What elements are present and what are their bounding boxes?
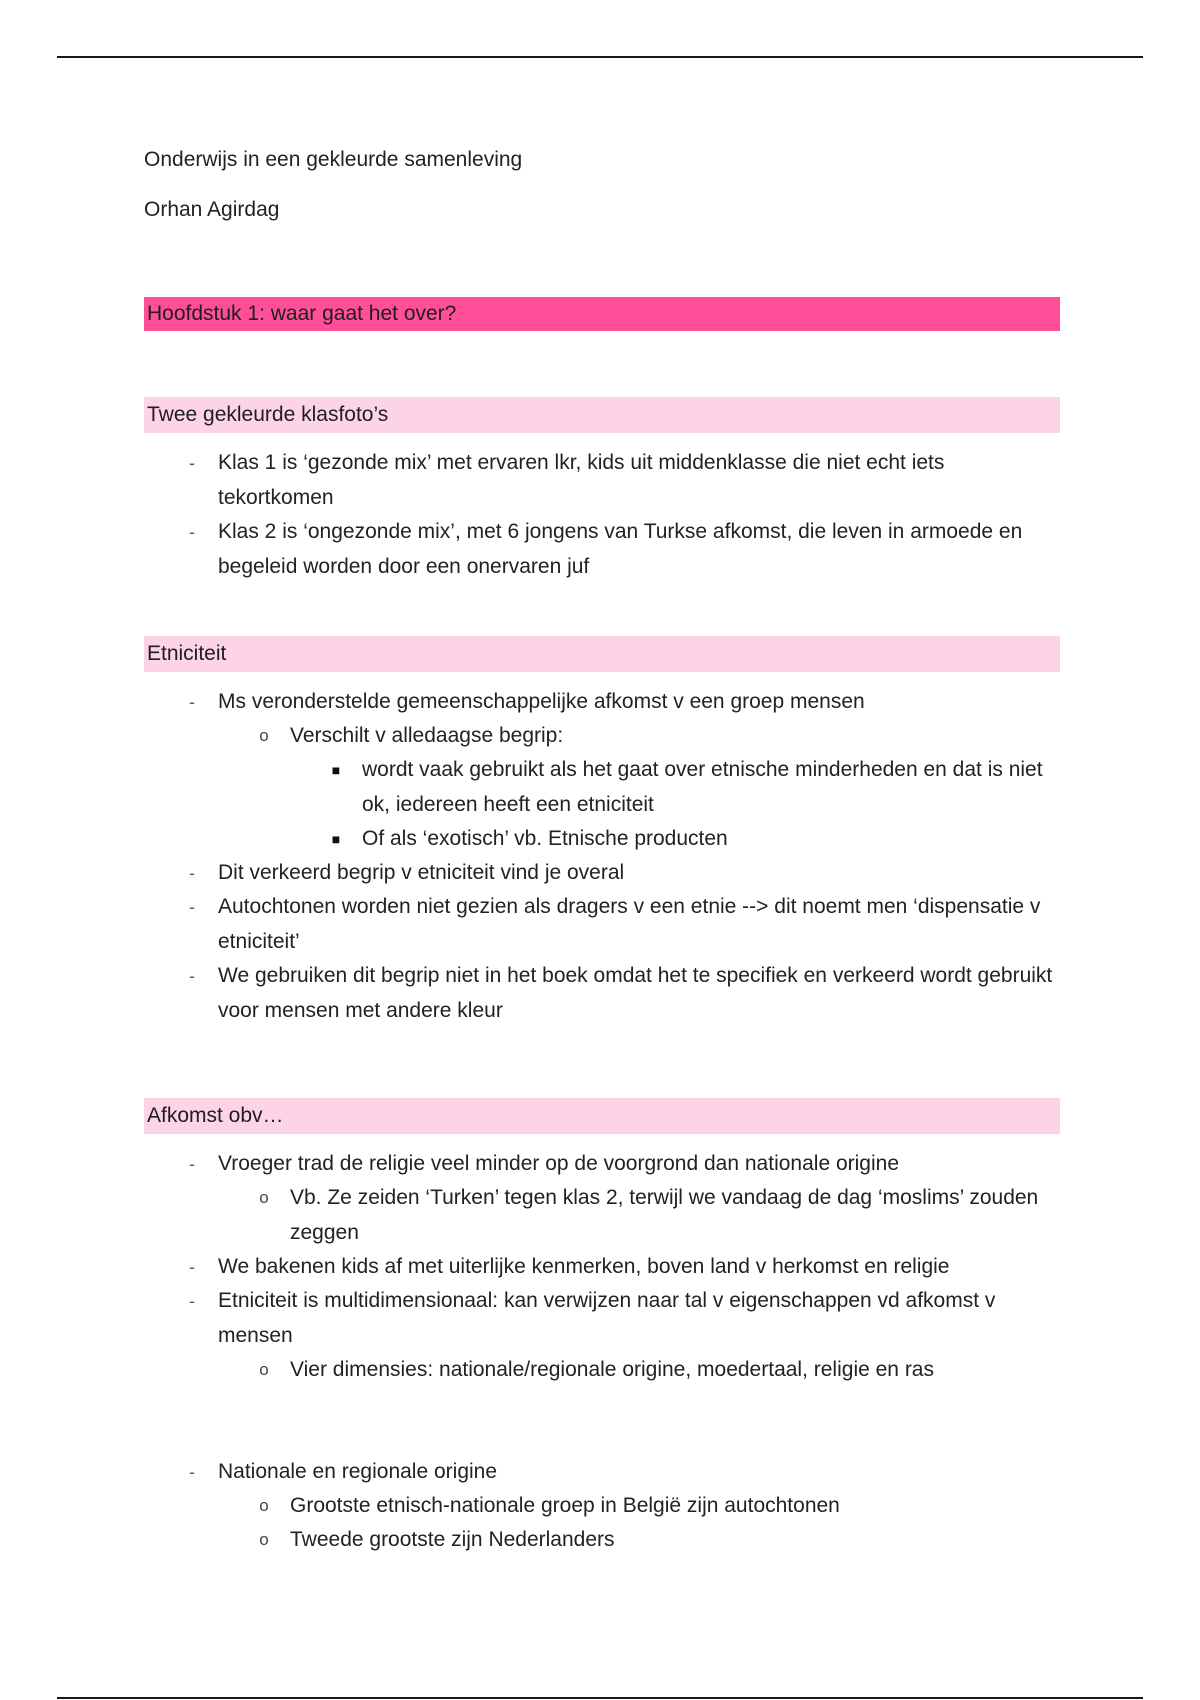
list-item-text: Autochtonen worden niet gezien als dragers v een etnie --> dit noemt men ‘dispensatie v etniciteit’ bbox=[218, 895, 1041, 953]
chapter-heading: Hoofdstuk 1: waar gaat het over? bbox=[144, 297, 1060, 331]
list-item bbox=[259, 1489, 1060, 1524]
list-item bbox=[189, 1147, 1060, 1182]
circle-bullet-icon: o bbox=[259, 726, 269, 745]
list-item bbox=[189, 856, 1060, 891]
list-item bbox=[259, 1523, 1060, 1558]
dash-bullet-icon: - bbox=[189, 1291, 195, 1311]
dash-bullet-icon: - bbox=[189, 897, 195, 917]
list-item-text: We gebruiken dit begrip niet in het boek omdat het te specifiek en verkeerd wordt gebruikt voor mensen met andere kleur bbox=[218, 964, 1053, 1022]
list-item-text: Vb. Ze zeiden ‘Turken’ tegen klas 2, terwijl we vandaag de dag ‘moslims’ zouden zeggen bbox=[290, 1186, 1039, 1244]
list-item-text: Klas 2 is ‘ongezonde mix’, met 6 jongens van Turkse afkomst, die leven in armoede en begeleid worden door een onervaren juf bbox=[218, 520, 1023, 578]
section-heading-afkomst: Afkomst obv… bbox=[144, 1098, 1060, 1134]
list-item-text: Vier dimensies: nationale/regionale origine, moedertaal, religie en ras bbox=[290, 1358, 934, 1381]
dash-bullet-icon: - bbox=[189, 966, 195, 986]
list-item bbox=[189, 685, 1060, 720]
list-item-text: Nationale en regionale origine bbox=[218, 1460, 498, 1483]
document-author: Orhan Agirdag bbox=[144, 198, 280, 221]
square-bullet-icon: ■ bbox=[331, 762, 341, 778]
document-title: Onderwijs in een gekleurde samenleving bbox=[144, 148, 523, 171]
circle-bullet-icon: o bbox=[259, 1188, 269, 1207]
list-item-text: wordt vaak gebruikt als het gaat over etnische minderheden en dat is niet ok, iedereen heeft een etniciteit bbox=[362, 758, 1043, 816]
dash-bullet-icon: - bbox=[189, 453, 195, 473]
list-item-text: We bakenen kids af met uiterlijke kenmerken, boven land v herkomst en religie bbox=[218, 1255, 950, 1278]
top-rule bbox=[57, 56, 1143, 58]
list-item bbox=[331, 753, 1060, 822]
square-bullet-icon: ■ bbox=[331, 831, 341, 847]
list-item bbox=[189, 890, 1060, 959]
dash-bullet-icon: - bbox=[189, 863, 195, 883]
list-item bbox=[189, 1250, 1060, 1285]
dash-bullet-icon: - bbox=[189, 692, 195, 712]
list-item bbox=[331, 822, 1060, 857]
dash-bullet-icon: - bbox=[189, 1257, 195, 1277]
list-item-text: Etniciteit is multidimensionaal: kan verwijzen naar tal v eigenschappen vd afkomst v mensen bbox=[218, 1289, 996, 1347]
section-heading-etniciteit: Etniciteit bbox=[144, 636, 1060, 672]
dash-bullet-icon: - bbox=[189, 1462, 195, 1482]
list-item bbox=[259, 719, 1060, 754]
section-heading-klasfotos: Twee gekleurde klasfoto’s bbox=[144, 397, 1060, 433]
list-item-text: Dit verkeerd begrip v etniciteit vind je overal bbox=[218, 861, 625, 884]
list-item-text: Of als ‘exotisch’ vb. Etnische producten bbox=[362, 827, 728, 850]
bottom-rule bbox=[57, 1697, 1143, 1699]
circle-bullet-icon: o bbox=[259, 1530, 269, 1549]
dash-bullet-icon: - bbox=[189, 1154, 195, 1174]
list-item bbox=[189, 1455, 1060, 1490]
list-item bbox=[189, 446, 1060, 515]
list-item-text: Vroeger trad de religie veel minder op de voorgrond dan nationale origine bbox=[218, 1152, 899, 1175]
circle-bullet-icon: o bbox=[259, 1360, 269, 1379]
list-item bbox=[259, 1353, 1060, 1388]
list-item-text: Tweede grootste zijn Nederlanders bbox=[290, 1528, 615, 1551]
dash-bullet-icon: - bbox=[189, 522, 195, 542]
list-item-text: Grootste etnisch-nationale groep in België zijn autochtonen bbox=[290, 1494, 840, 1517]
list-item bbox=[259, 1181, 1060, 1250]
circle-bullet-icon: o bbox=[259, 1496, 269, 1515]
list-item bbox=[189, 515, 1060, 584]
list-item-text: Ms veronderstelde gemeenschappelijke afkomst v een groep mensen bbox=[218, 690, 865, 713]
list-item-text: Verschilt v alledaagse begrip: bbox=[290, 724, 564, 747]
list-item-text: Klas 1 is ‘gezonde mix’ met ervaren lkr, kids uit middenklasse die niet echt iets tekortkomen bbox=[218, 451, 945, 509]
list-item bbox=[189, 1284, 1060, 1353]
list-item bbox=[189, 959, 1060, 1028]
